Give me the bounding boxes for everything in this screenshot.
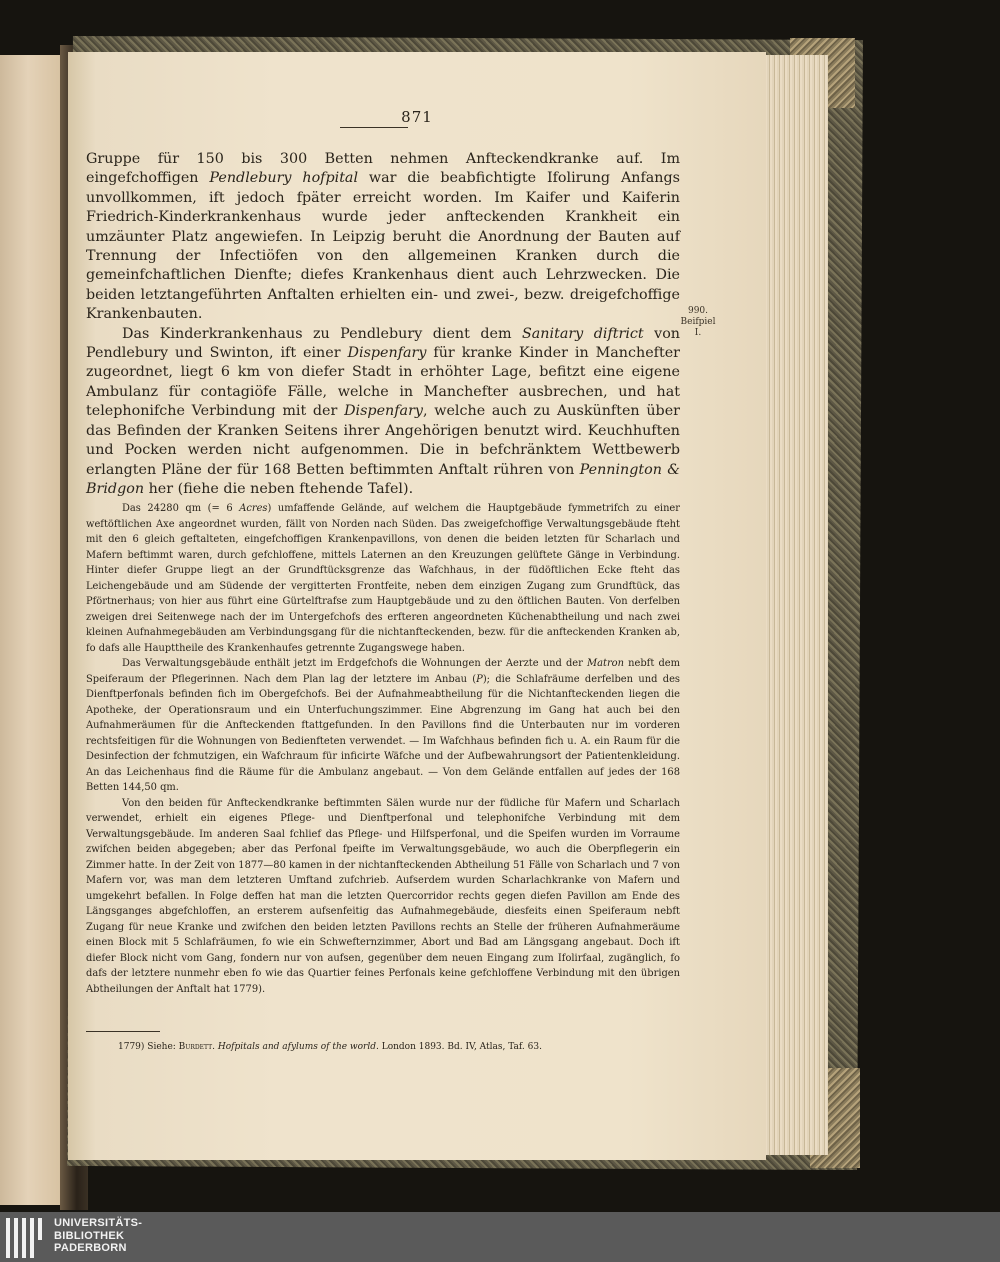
body-paragraph [86, 150, 680, 325]
margin-note-label: Beifpiel [680, 317, 716, 327]
italic-run: Hofpitals and afylums of the world. [217, 1042, 379, 1052]
library-logo-icon [6, 1218, 46, 1258]
italic-run: Pennington & Bridgon [86, 461, 681, 497]
italic-run: Sanitary diftrict [521, 325, 644, 342]
margin-note-index: I. [694, 328, 702, 338]
logo-line-3: PADERBORN [54, 1242, 127, 1254]
main-text [86, 150, 680, 997]
text-run: war die beabfichtigte Ifolirung Anfangs unvollkommen, ift jedoch fpäter erreicht worden. Im Kaifer und Kaiferin Friedrich-Kinderkrankenhaus wurde jeder anfteckenden Krankheit ein umzäunter Platz angewiefen. In Leipzig beruht die Anordnung der Bauten auf Trennung der Infectiöfen von den allgemeinen Kranken durch die gemeinfchaftlichen Dienfte; diefes Krankenhaus dient auch Lehrzwecken. Die beiden letztangeführten Anftalten erhielten ein- und zwei-, bezw. dreigefchoffige Krankenbauten. [86, 170, 680, 323]
text-run: Das Kinderkrankenhaus zu Pendlebury dient dem [122, 325, 522, 342]
small-paragraphs [86, 501, 680, 997]
page-number: 871 [401, 108, 433, 126]
italic-run: Matron [586, 658, 624, 670]
italic-run: Dispenfary [347, 345, 427, 362]
text-run: Burdett. [178, 1042, 218, 1052]
text-run: Gruppe für 150 bis 300 Betten nehmen Anfteckendkranke auf. Im eingefchoffigen [86, 151, 680, 187]
margin-note-number: 990. [687, 306, 709, 316]
text-run: ); die Schlafräume derfelben und des Dienftperfonals befinden fich im Obergefchofs. Bei der Aufnahmeabtheilung für die Nichtanfteckenden liegen die Apotheke, der Operationsraum und ein Unterfuchungszimmer. Eine Abgrenzung im Gang hat auch bei den Aufnahmeräumen für die Anfteckenden ftattgefunden. In den Pavillons find die Unterbauten nur im vorderen rechtsfeitigen für die Wohnungen von Bedienfteten verwendet. — Im Wafchhaus befinden fich u. A. ein Raum für die Desinfection der fchmutzigen, ein Wafchraum für inficirte Wäfche und der Aufbewahrungsort der Patientenkleidung. An das Leichenhaus find die Räume für die Ambulanz angebaut. — Von dem Gelände entfallen auf jedes der 168 Betten 144,50 qm. [86, 673, 680, 794]
library-logo-text [54, 1217, 142, 1255]
text-run: Das Verwaltungsgebäude enthält jetzt im Erdgefchofs die Wohnungen der Aerzte und der [122, 658, 587, 670]
italic-run: Dispenfary [344, 403, 423, 420]
body-paragraph [86, 325, 680, 500]
text-run: ) umfaffende Gelände, auf welchem die Hauptgebäude fymmetrifch zu einer weftöftlichen Axe angeordnet wurden, fällt von Norden nach Süden. Das zweigefchoffige Verwaltungsgebäude fteht mit den 6 gleich geftalteten, eingefchoffigen Krankenpavillons, von denen die beiden letzten für Scharlach und Mafern beftimmt waren, durch gefchloffene, mittels Laternen an den Kreuzungen gelüftete Gänge in Verbindung. Hinter diefer Gruppe liegt an der Grundftücksgrenze das Wafchhaus, in der füdöftlichen Ecke fteht das Leichengebäude und am Südende der vergitterten Frontfeite, neben dem einzigen Zugang zum Grundftück, das Pförtnerhaus; von hier aus führt eine Gürtelftrafse zum Hauptgebäude und zu den öftlichen Bauten. Von derfelben zweigen drei Seitenwege nach der im Untergefchofs des erfteren angeordneten Küchenabtheilung und nach zwei kleinen Aufnahmegebäuden am Verbindungsgang für die nichtanfteckenden, bezw. für die anfteckenden Kranken ab, fo dafs alle Haupttheile des Krankenhaufes getrennte Zugangswege haben. [86, 503, 680, 654]
small-print-paragraph [86, 796, 680, 998]
large-paragraphs [86, 150, 680, 499]
text-run: nebft dem Speiferaum der Pflegerinnen. Nach dem Plan lag der letztere im Anbau ( [86, 658, 680, 685]
small-print-paragraph [86, 501, 680, 656]
text-run: her (fiehe die neben ftehende Tafel). [144, 480, 414, 497]
footnote [118, 1042, 718, 1052]
logo-line-1: UNIVERSITÄTS- [54, 1217, 143, 1229]
text-run: , welche auch zu Auskünften über das Befinden der Kranken Seitens ihrer Angehörigen benutzt wird. Keuchhuften und Pocken werden nicht aufgenommen. Die in befchränktem Wettbewerb erlangten Pläne der für 168 Betten beftimmten Anftalt rühren von [86, 403, 680, 478]
footnote-rule [86, 1031, 160, 1032]
text-run: Das 24280 qm (= 6 [122, 503, 240, 515]
book-page [68, 52, 766, 1160]
text-run: London 1893. Bd. IV, Atlas, Taf. 63. [378, 1042, 542, 1052]
page-stack-edges [762, 55, 828, 1155]
library-footer-bar [0, 1212, 1000, 1262]
italic-run: P [476, 673, 483, 685]
text-run: 1779) Siehe: [118, 1042, 179, 1052]
text-run: für kranke Kinder in Manchefter zugeordnet, liegt 6 km von diefer Stadt in erhöhter Lage, befitzt eine eigene Ambulanz für contagiöfe Fälle, welche in Manchefter ausbrechen, und hat telephonifche Verbindung mit der [86, 345, 680, 420]
text-run: von Pendlebury und Swinton, ift einer [86, 325, 681, 362]
logo-line-2: BIBLIOTHEK [54, 1229, 125, 1242]
small-print-paragraph [86, 656, 680, 796]
page-number-rule [340, 127, 408, 128]
italic-run: Acres [239, 503, 268, 515]
text-run: Von den beiden für Anfteckendkranke beftimmten Sälen wurde nur der füdliche für Mafern und Scharlach verwendet, erhielt ein eigenes Pflege- und Dienftperfonal und telephonifche Verbindung mit dem Verwaltungsgebäude. Im anderen Saal fchlief das Pflege- und Hilfsperfonal, und die Speifen wurden im Vorraume zwifchen beiden abgegeben; aber das Perfonal fpeifte im Verwaltungsgebäude, wo auch die Oberpflegerin ein Zimmer hatte. In der Zeit von 1877—80 kamen in der nichtanfteckenden Abtheilung 51 Fälle von Scharlach und 7 von Mafern vor, was man dem letzteren Umftand zufchrieb. Aufserdem wurden Scharlachkranke von Mafern und umgekehrt befallen. In Folge deffen hat man die letzten Quercorridor rechts gegen diefen Pavillon am Ende des Längsganges abgefchloffen, an ersterem aufsenfeitig das Aufnahmegebäude, diesfeits einen Speiferaum nebft Zugang für neue Kranke und zwifchen den beiden letzten Pavillons rechts an Stelle der früheren Aufnahmeräume einen Block mit 5 Schlafräumen, fo wie ein Schwefternzimmer, Abort und Bad am Längsgang angebaut. Doch ift diefer Block nicht vom Gang, fondern nur von aufsen, gegenüber dem neuen Eingang zum Ifolirfaal, zugänglich, fo dafs der letztere nunmehr eben fo wie das Quartier feines Perfonals keine gefchloffene Verbindung mit den übrigen Abtheilungen der Anftalt hat 1779). [86, 797, 680, 995]
italic-run: Pendlebury hofpital [209, 170, 359, 187]
